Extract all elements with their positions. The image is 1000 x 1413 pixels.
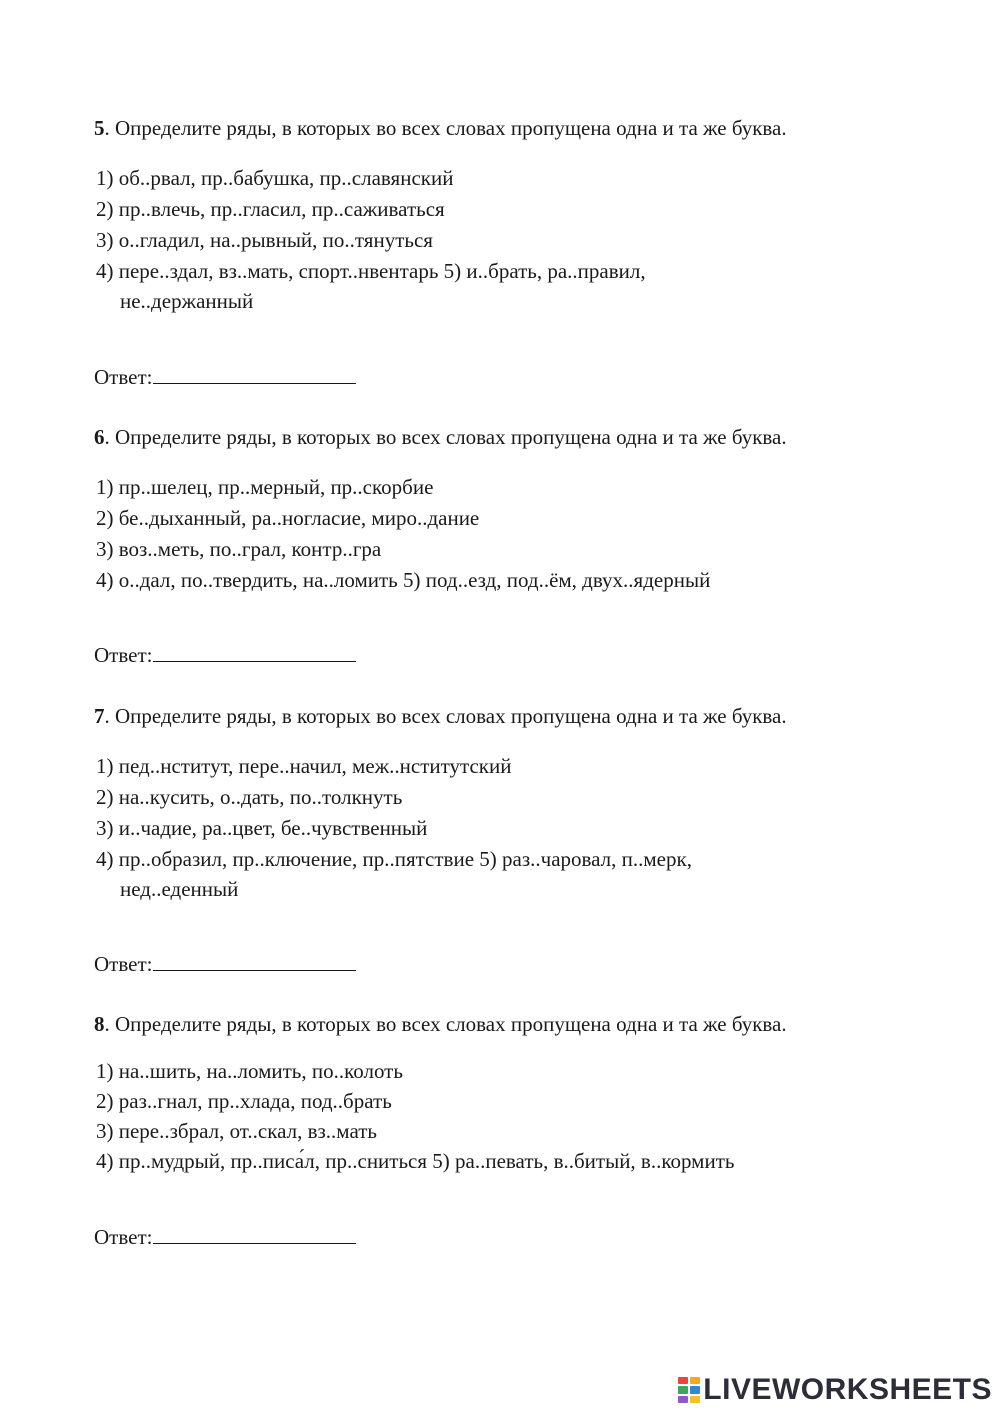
answer-blank[interactable] (153, 641, 356, 662)
answer-label: Ответ: (94, 643, 153, 667)
option-item (96, 256, 646, 317)
logo-tile (690, 1386, 700, 1393)
liveworksheets-logo (678, 1373, 992, 1407)
logo-tile (678, 1377, 688, 1384)
logo-tile (690, 1396, 700, 1403)
answer-field (94, 950, 356, 977)
option-item: 1) пр..шелец, пр..мерный, пр..скорбие (96, 475, 434, 499)
task-prompt: . Определите ряды, в которых во всех словах пропущена одна и та же буква. (104, 116, 787, 140)
option-item: 1) на..шить, на..ломить, по..колоть (96, 1059, 403, 1083)
option-text: 4) пере..здал, вз..мать, спорт..нвентарь 5) и..брать, ра..правил, (96, 259, 646, 283)
task-number: 6 (94, 425, 105, 449)
task-8 (94, 1011, 914, 1249)
answer-label: Ответ: (94, 952, 153, 976)
option-item: 2) на..кусить, о..дать, по..толкнуть (96, 785, 403, 809)
option-wrap-text: не..держанный (120, 289, 254, 313)
task-8-options (96, 1056, 734, 1176)
option-item: 3) воз..меть, по..грал, контр..гра (96, 537, 382, 561)
option-item: 3) о..гладил, на..рывный, по..тянуться (96, 228, 433, 252)
option-text: 4) пр..образил, пр..ключение, пр..пятствие 5) раз..чаровал, п..мерк, (96, 847, 692, 871)
option-item: 4) о..дал, по..твердить, на..ломить 5) под..езд, под..ём, двух..ядерный (96, 568, 711, 592)
answer-field (94, 1223, 356, 1250)
answer-label: Ответ: (94, 365, 153, 389)
option-item: 2) пр..влечь, пр..гласил, пр..саживаться (96, 197, 445, 221)
option-item: 3) пере..збрал, от..скал, вз..мать (96, 1119, 377, 1143)
answer-field (94, 363, 356, 390)
task-6-question (94, 424, 914, 450)
task-number: 8 (94, 1012, 105, 1036)
task-7 (94, 703, 914, 976)
liveworksheets-logo-text: LIVEWORKSHEETS (703, 1373, 992, 1406)
task-6-options (96, 472, 710, 596)
task-prompt: . Определите ряды, в которых во всех словах пропущена одна и та же буква. (104, 425, 787, 449)
answer-blank[interactable] (153, 1223, 356, 1244)
option-item: 1) об..рвал, пр..бабушка, пр..славянский (96, 166, 454, 190)
logo-tile (690, 1377, 700, 1384)
option-item: 1) пед..нститут, пере..начил, меж..нститутский (96, 754, 512, 778)
option-item: 2) раз..гнал, пр..хлада, под..брать (96, 1089, 392, 1113)
option-item: 3) и..чадие, ра..цвет, бе..чувственный (96, 816, 428, 840)
liveworksheets-logo-icon (678, 1377, 700, 1403)
task-number: 5 (94, 116, 105, 140)
logo-tile (678, 1386, 688, 1393)
option-wrap-text: нед..еденный (120, 877, 239, 901)
answer-field (94, 641, 356, 668)
task-number: 7 (94, 704, 105, 728)
option-item (96, 844, 692, 905)
task-prompt: . Определите ряды, в которых во всех словах пропущена одна и та же буква. (104, 704, 787, 728)
option-item: 4) пр..мудрый, пр..писа́л, пр..сниться 5) ра..певать, в..битый, в..кормить (96, 1149, 735, 1173)
task-5-question (94, 115, 914, 141)
task-5 (94, 115, 914, 389)
answer-label: Ответ: (94, 1225, 153, 1249)
task-8-question (94, 1011, 914, 1037)
option-item: 2) бе..дыханный, ра..ногласие, миро..дание (96, 506, 480, 530)
answer-blank[interactable] (153, 950, 356, 971)
task-5-options (96, 163, 646, 317)
task-7-options (96, 751, 692, 905)
task-prompt: . Определите ряды, в которых во всех словах пропущена одна и та же буква. (104, 1012, 787, 1036)
answer-blank[interactable] (153, 363, 356, 384)
logo-tile (678, 1396, 688, 1403)
task-7-question (94, 703, 914, 729)
task-6 (94, 424, 914, 667)
